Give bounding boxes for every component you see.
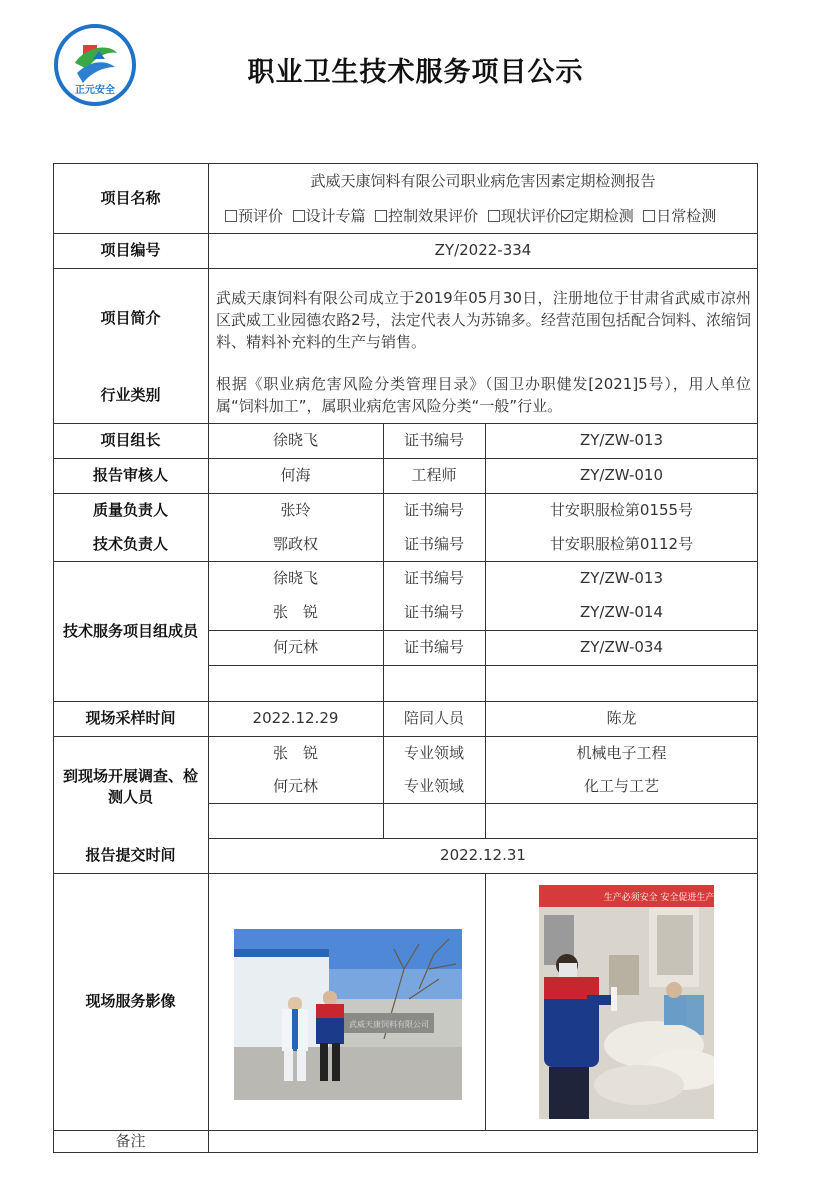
checked-checkbox-icon (561, 210, 573, 222)
surveyor-field-label: 专业领域 (403, 743, 464, 762)
surveyor-field: 化工与工艺 (583, 777, 659, 795)
tech-cert: 甘安职服检第0112号 (549, 534, 694, 553)
quality-name: 张玲 (280, 500, 311, 519)
checkbox-icon (488, 210, 500, 222)
checkbox-icon (293, 210, 305, 222)
option-daily-detection[interactable]: 日常检测 (643, 207, 716, 225)
project-name-label: 项目名称 (100, 188, 161, 207)
checkbox-icon (225, 210, 237, 222)
surveyor-name: 张 锐 (272, 743, 318, 762)
project-number-label: 项目编号 (100, 241, 161, 259)
photo-sign-text: 武威天康饲料有限公司 (349, 1020, 429, 1029)
option-status-assessment[interactable]: 现状评价 (488, 207, 561, 225)
member-cert-label: 证书编号 (403, 603, 464, 621)
site-photo-workshop (539, 885, 714, 1119)
photos-label: 现场服务影像 (85, 992, 176, 1010)
site-photo-gate (234, 929, 462, 1100)
project-intro: 武威天康饲料有限公司成立于2019年05月30日，注册地位于甘肃省武威市凉州区武威工业园德农路2号，法定代表人为苏锦多。经营范围包括配合饲料、浓缩饲料、精料补充料的生产与销售。 (216, 289, 751, 351)
industry-text: 根据《职业病危害风险分类管理目录》（国卫办职健发[2021]5号），用人单位属“饲料加工”，属职业病危害风险分类“一般”行业。 (216, 375, 751, 415)
quality-label: 质量负责人 (92, 500, 168, 519)
remarks-value (208, 1130, 758, 1152)
quality-cert-label: 证书编号 (403, 500, 464, 519)
disclosure-table (53, 163, 758, 1153)
page-title: 职业卫生技术服务项目公示 (247, 57, 584, 88)
escort-label: 陪同人员 (403, 709, 464, 727)
member-cert-label: 证书编号 (403, 638, 464, 656)
reviewer-name: 何海 (280, 466, 311, 484)
leader-cert: ZY/ZW-013 (579, 431, 664, 449)
project-type-options (225, 205, 716, 226)
submit-date: 2022.12.31 (440, 846, 526, 864)
member-name: 何元林 (272, 638, 318, 656)
checkbox-icon (643, 210, 655, 222)
submit-label: 报告提交时间 (85, 846, 176, 864)
checkbox-icon (375, 210, 387, 222)
tech-cert-label: 证书编号 (403, 534, 464, 553)
project-name: 武威天康饲料有限公司职业病危害因素定期检测报告 (310, 171, 656, 190)
reviewer-cert: ZY/ZW-010 (579, 466, 664, 484)
member-cert: ZY/ZW-014 (579, 603, 664, 621)
project-number: ZY/2022-334 (434, 241, 532, 259)
tech-name: 鄂政权 (272, 534, 318, 553)
member-name: 张 锐 (272, 603, 318, 621)
leader-label: 项目组长 (100, 431, 161, 449)
option-design[interactable]: 设计专篇 (293, 207, 366, 225)
surveyor-field-label: 专业领域 (403, 777, 464, 795)
quality-cert: 甘安职服检第0155号 (549, 500, 694, 519)
surveyor-name: 何元林 (272, 777, 318, 795)
member-cert: ZY/ZW-034 (579, 638, 664, 656)
sampling-label: 现场采样时间 (85, 709, 176, 727)
reviewer-title: 工程师 (411, 466, 457, 484)
project-intro-label: 项目简介 (100, 308, 161, 327)
member-name: 徐晓飞 (272, 568, 318, 587)
option-control-effect[interactable]: 控制效果评价 (375, 207, 478, 225)
member-cert: ZY/ZW-013 (579, 568, 664, 587)
photo-banner-text: 生产必须安全 安全促进生产 (603, 893, 714, 903)
sampling-date: 2022.12.29 (252, 709, 339, 727)
surveyors-label: 到现场开展调查、检测人员 (63, 767, 199, 806)
surveyor-field: 机械电子工程 (576, 743, 667, 762)
member-cert-label: 证书编号 (403, 568, 464, 587)
leader-name: 徐晓飞 (272, 431, 318, 449)
reviewer-label: 报告审核人 (92, 466, 168, 484)
leader-cert-label: 证书编号 (403, 431, 464, 449)
escort-name: 陈龙 (606, 709, 637, 727)
logo-text: 正元安全 (75, 85, 115, 96)
option-pre-assessment[interactable]: 预评价 (225, 207, 283, 225)
remarks-label: 备注 (115, 1131, 146, 1150)
industry-label: 行业类别 (100, 386, 161, 404)
tech-label: 技术负责人 (92, 534, 168, 553)
option-periodic-detection[interactable]: 定期检测 (561, 207, 634, 225)
members-label: 技术服务项目组成员 (62, 621, 198, 640)
